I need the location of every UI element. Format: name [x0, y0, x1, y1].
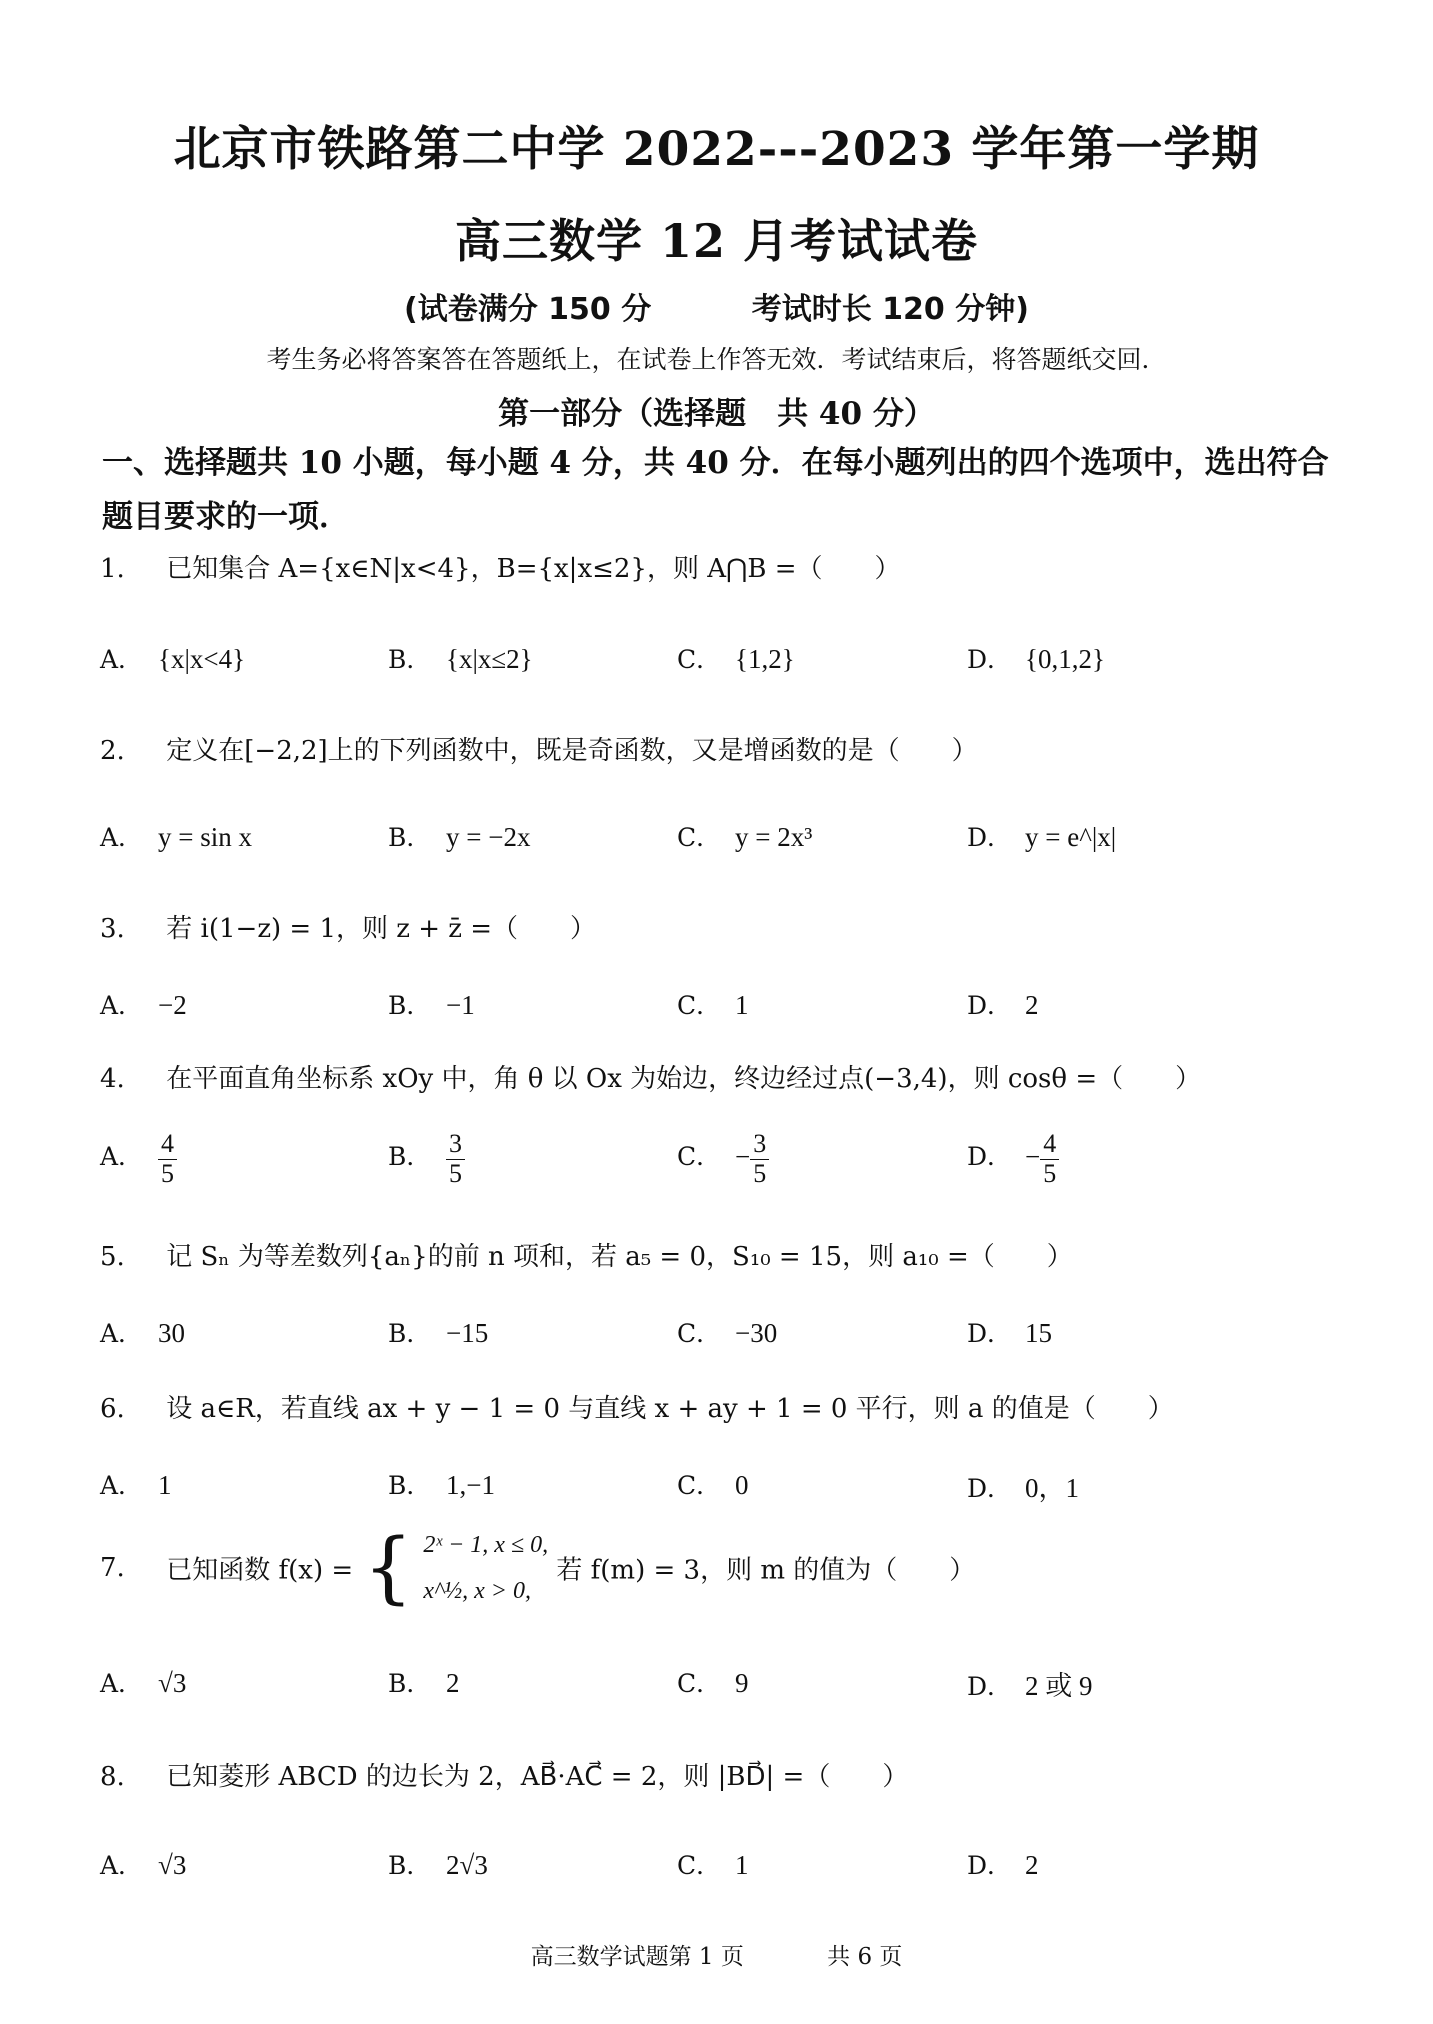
piecewise-brace: {: [363, 1523, 414, 1613]
option-c: C． {1,2}: [677, 644, 795, 674]
question-text: 记 Sₙ 为等差数列{aₙ}的前 n 项和，若 a₅ = 0，S₁₀ = 15，则 a₁₀ =（ ）: [166, 1242, 1073, 1272]
option-b: B． $\frac{3}{5}$: [388, 1130, 465, 1188]
full-score: (试卷满分 150 分: [404, 292, 652, 327]
option-d: D． 15: [967, 1318, 1052, 1348]
option-c: C． 0: [677, 1470, 749, 1500]
question-5: 5. 记 Sₙ 为等差数列{aₙ}的前 n 项和，若 a₅ = 0，S₁₀ = 15，则 a₁₀ =（ ）: [100, 1242, 1073, 1272]
question-text-after: 若 f(m) = 3，则 m 的值为（ ）: [556, 1555, 976, 1586]
question-2: 2. 定义在[−2,2]上的下列函数中，既是奇函数，又是增函数的是（ ）: [100, 736, 978, 766]
question-text: 在平面直角坐标系 xOy 中，角 θ 以 Ox 为始边，终边经过点(−3,4)，则 cosθ =（ ）: [166, 1064, 1202, 1094]
question-text: 已知集合 A={x∈N|x<4}，B={x|x≤2}，则 A⋂B =（ ）: [166, 554, 901, 584]
option-a: A． y = sin x: [100, 822, 252, 852]
option-a: A． √3: [100, 1850, 187, 1880]
option-b: B． −15: [388, 1318, 489, 1348]
option-d: D． − $\frac{4}{5}$: [967, 1130, 1059, 1188]
question-8: 8. 已知菱形 ABCD 的边长为 2，AB⃗·AC⃗ = 2，则 |BD⃗| =（ ）: [100, 1762, 909, 1792]
option-b: B． −1: [388, 990, 475, 1020]
option-c: C． y = 2x³: [677, 822, 813, 852]
option-a: A． $\frac{4}{5}$: [100, 1130, 177, 1188]
option-d: D． {0,1,2}: [967, 644, 1105, 674]
option-c: C． 1: [677, 1850, 749, 1880]
option-b: B． 2√3: [388, 1850, 488, 1880]
exam-title-line2: 高三数学 12 月考试试卷: [454, 214, 979, 268]
question-3: 3. 若 i(1−z) = 1，则 z + z̄ =（ ）: [100, 914, 597, 944]
option-b: B． 2: [388, 1668, 460, 1698]
question-number: 1.: [100, 554, 125, 584]
question-1: [100, 548, 901, 585]
exam-notice: 考生务必将答案答在答题纸上，在试卷上作答无效．考试结束后，将答题纸交回．: [266, 345, 1167, 374]
question-text-before: 已知函数 f(x) =: [166, 1555, 354, 1586]
question-4: 4. 在平面直角坐标系 xOy 中，角 θ 以 Ox 为始边，终边经过点(−3,4)，则 cosθ =（ ）: [100, 1064, 1202, 1094]
option-d: D． 2: [967, 990, 1039, 1020]
question-text: 定义在[−2,2]上的下列函数中，既是奇函数，又是增函数的是（ ）: [166, 736, 978, 766]
option-c: C． 1: [677, 990, 749, 1020]
piece-1: 2ˣ − 1, x ≤ 0,: [423, 1532, 549, 1558]
option-a: A． 1: [100, 1470, 172, 1500]
piece-2: x^½, x > 0,: [423, 1578, 531, 1604]
option-b: B． 1,−1: [388, 1470, 495, 1500]
duration: 考试时长 120 分钟): [751, 292, 1029, 327]
option-a: A． {x|x<4}: [100, 644, 246, 674]
option-a: A． 30: [100, 1318, 185, 1348]
piecewise-function: [423, 1522, 548, 1614]
page-footer: [0, 1938, 1433, 1971]
option-c: C． 9: [677, 1668, 749, 1698]
option-c: C． − $\frac{3}{5}$: [677, 1130, 769, 1188]
option-b: B． {x|x≤2}: [388, 644, 533, 674]
option-d: D． 2: [967, 1850, 1039, 1880]
question-text: 已知菱形 ABCD 的边长为 2，AB⃗·AC⃗ = 2，则 |BD⃗| =（ ）: [166, 1762, 909, 1792]
option-d: D． 2 或 9: [967, 1671, 1093, 1701]
exam-title-line1: 北京市铁路第二中学 2022---2023 学年第一学期: [173, 122, 1260, 177]
exam-meta: [0, 284, 1433, 328]
question-7: 7. 已知函数 f(x) = { 2ˣ − 1, x ≤ 0, x^½, x > 0, 若 f(m) = 3，则 m 的值为（ ）: [100, 1523, 976, 1613]
question-text: 若 i(1−z) = 1，则 z + z̄ =（ ）: [166, 914, 597, 944]
part-heading: 第一部分（选择题 共 40 分）: [498, 396, 935, 432]
question-text: 设 a∈R，若直线 ax + y − 1 = 0 与直线 x + ay + 1 = 0 平行，则 a 的值是（ ）: [166, 1394, 1174, 1424]
option-d: D． y = e^|x|: [967, 822, 1117, 852]
option-a: A． √3: [100, 1668, 187, 1698]
option-d: D． 0，1: [967, 1473, 1079, 1503]
option-c: C． −30: [677, 1318, 778, 1348]
section-instructions: 一、选择题共 10 小题，每小题 4 分，共 40 分．在每小题列出的四个选项中，选出符合题目要求的一项．: [102, 445, 1329, 535]
page-total: 共 6 页: [827, 1944, 903, 1970]
question-6: 6. 设 a∈R，若直线 ax + y − 1 = 0 与直线 x + ay + 1 = 0 平行，则 a 的值是（ ）: [100, 1394, 1174, 1424]
option-a: A． −2: [100, 990, 187, 1020]
page-info: 高三数学试题第 1 页: [530, 1944, 744, 1970]
option-b: B． y = −2x: [388, 822, 531, 852]
